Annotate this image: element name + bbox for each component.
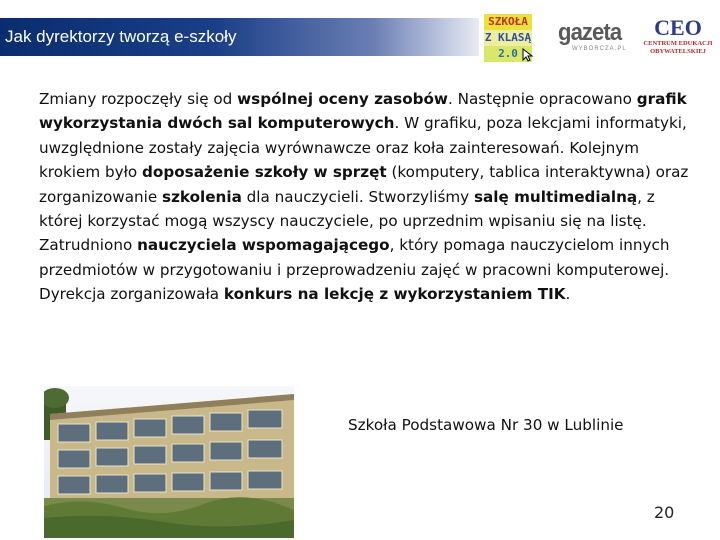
text-run: . Następnie opracowano	[447, 90, 637, 108]
text-run: Zmiany rozpoczęły się od	[39, 90, 238, 108]
text-run: dla nauczycieli. Stworzyliśmy	[241, 187, 475, 206]
gazeta-logo-word: gazeta	[558, 19, 622, 46]
szkola-logo-row-3: 2.0	[484, 46, 532, 62]
bold-phrase: wspólnej oceny zasobów	[237, 90, 448, 108]
slide-title: Jak dyrektorzy tworzą e-szkoły	[5, 27, 237, 46]
text-run: .	[565, 285, 571, 304]
school-name-caption: Szkoła Podstawowa Nr 30 w Lublinie	[348, 416, 624, 434]
bold-phrase: nauczyciela wspomagającego	[137, 236, 390, 255]
text-run: . W grafiku, poza lekcjami informatyki, uwzględnione zostały zajęcia wyrównawcze oraz koła zainteresowań. Kolejnym krokiem było	[39, 114, 687, 182]
ceo-logo-line-1: CENTRUM EDUKACJI	[643, 40, 713, 47]
ceo-logo	[638, 16, 718, 62]
partner-logos	[482, 14, 720, 64]
bold-phrase: doposażenie szkoły w sprzęt	[142, 163, 387, 182]
school-building-photo	[44, 386, 294, 538]
szkola-logo-row-2: Z KLASĄ	[484, 31, 532, 44]
text-run: , który pomaga nauczycielom innych przedmiotów w przygotowaniu i przeprowadzeniu zajęć w pracowni komputerowej. Dyrekcja zorganizowała	[39, 236, 670, 304]
bold-phrase: konkurs na lekcję z wykorzystaniem TIK	[223, 285, 566, 304]
cursor-icon	[522, 48, 534, 62]
text-run: , z której korzystać mogą wszyscy nauczyciele, po uprzednim wpisaniu się na listę. Zatrudniono	[39, 187, 655, 255]
ceo-logo-word: CEO	[654, 15, 702, 40]
body-paragraph	[39, 87, 689, 307]
ceo-logo-line-2: OBYWATELSKIEJ	[650, 48, 706, 55]
szkola-logo-row-1: SZKOŁA	[484, 14, 532, 30]
gazeta-logo-sub: WYBORCZA.PL	[572, 46, 627, 52]
bold-phrase: grafik wykorzystania dwóch sal komputerowych	[39, 90, 687, 133]
text-run: (komputery, tablica interaktywna) oraz zorganizowanie	[39, 163, 689, 206]
bold-phrase: salę multimedialną	[474, 187, 638, 206]
bold-phrase: szkolenia	[162, 187, 242, 206]
slide-title-bar	[0, 18, 479, 56]
page-number: 20	[654, 503, 675, 522]
gazeta-logo	[558, 18, 628, 62]
